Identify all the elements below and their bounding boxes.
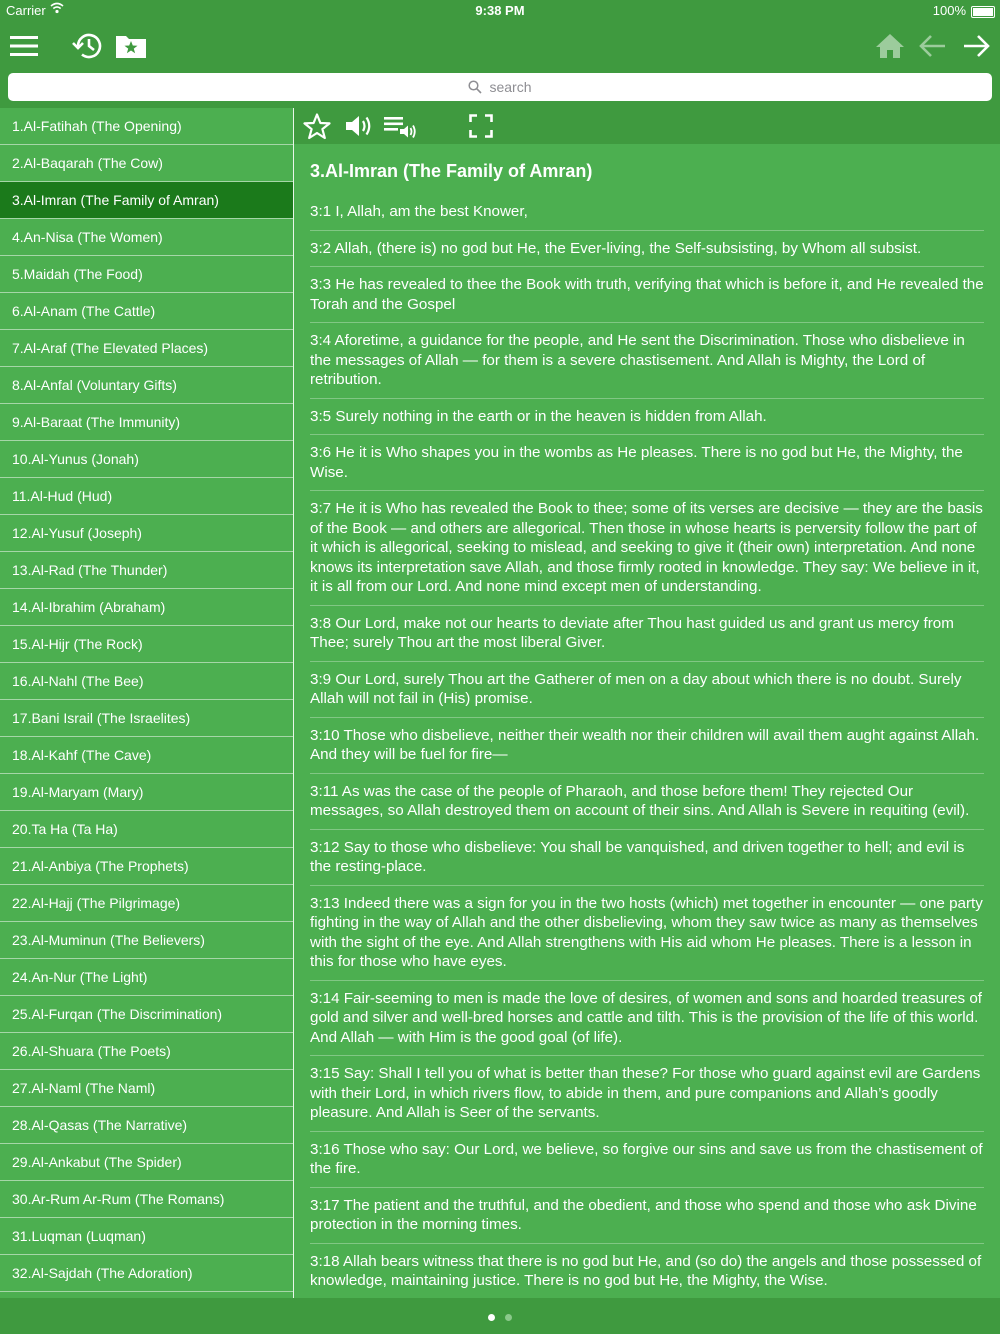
sidebar-item-label: 14.Al-Ibrahim (Abraham) bbox=[12, 599, 166, 615]
page-dot-active[interactable] bbox=[488, 1314, 495, 1321]
verse[interactable]: 3:16 Those who say: Our Lord, we believe, so forgive our sins and save us from the chastisement of the fire. bbox=[310, 1140, 984, 1188]
sidebar-item[interactable] bbox=[0, 885, 293, 922]
sidebar-item[interactable] bbox=[0, 330, 293, 367]
verse[interactable]: 3:15 Say: Shall I tell you of what is better than these? For those who guard against evil are Gardens with their Lord, in which rivers flow, to abide in them, and pure companions and Allah’s goodly pleasure. And Allah is Seer of the servants. bbox=[310, 1064, 984, 1132]
sidebar-item[interactable] bbox=[0, 1107, 293, 1144]
sidebar-item-label: 10.Al-Yunus (Jonah) bbox=[12, 451, 139, 467]
verse[interactable]: 3:17 The patient and the truthful, and the obedient, and those who spend and those who ask Divine protection in the morning times. bbox=[310, 1196, 984, 1244]
sidebar-item-label: 3.Al-Imran (The Family of Amran) bbox=[12, 192, 219, 208]
sidebar-item-label: 32.Al-Sajdah (The Adoration) bbox=[12, 1265, 193, 1281]
verse[interactable]: 3:9 Our Lord, surely Thou art the Gatherer of men on a day about which there is no doubt. Surely Allah will not fail in (His) promise. bbox=[310, 670, 984, 718]
sidebar-item[interactable] bbox=[0, 848, 293, 885]
sidebar-item[interactable] bbox=[0, 1218, 293, 1255]
battery-icon bbox=[971, 6, 995, 18]
sidebar-item-label: 1.Al-Fatihah (The Opening) bbox=[12, 118, 182, 134]
sidebar-item[interactable] bbox=[0, 404, 293, 441]
navigation-bar bbox=[0, 22, 1000, 70]
sidebar-item-label: 30.Ar-Rum Ar-Rum (The Romans) bbox=[12, 1191, 225, 1207]
sidebar-item[interactable] bbox=[0, 589, 293, 626]
verse[interactable]: 3:18 Allah bears witness that there is no god but He, and (so do) the angels and those possessed of knowledge, maintaining justice. There is no god but He, the Mighty, the Wise. bbox=[310, 1252, 984, 1299]
clock: 9:38 PM bbox=[475, 3, 525, 18]
sidebar-item[interactable] bbox=[0, 293, 293, 330]
sidebar-item-label: 27.Al-Naml (The Naml) bbox=[12, 1080, 156, 1096]
verse[interactable]: 3:11 As was the case of the people of Pharaoh, and those before them! They rejected Our messages, so Allah destroyed them on account of their sins. And Allah is Severe in requiting (evil). bbox=[310, 782, 984, 830]
battery-percent: 100% bbox=[932, 3, 966, 18]
sidebar-item-label: 16.Al-Nahl (The Bee) bbox=[12, 673, 144, 689]
sidebar-item[interactable] bbox=[0, 1255, 293, 1292]
sidebar-item[interactable] bbox=[0, 367, 293, 404]
sidebar-item-label: 8.Al-Anfal (Voluntary Gifts) bbox=[12, 377, 177, 393]
carrier-label: Carrier bbox=[6, 3, 46, 18]
sidebar-item[interactable] bbox=[0, 774, 293, 811]
status-bar bbox=[0, 0, 1000, 22]
verse[interactable]: 3:5 Surely nothing in the earth or in the heaven is hidden from Allah. bbox=[310, 407, 984, 436]
verse[interactable]: 3:3 He has revealed to thee the Book with truth, verifying that which is before it, and He revealed the Torah and the Gospel bbox=[310, 275, 984, 323]
sidebar-item-label: 9.Al-Baraat (The Immunity) bbox=[12, 414, 181, 430]
sidebar-item-label: 15.Al-Hijr (The Rock) bbox=[12, 636, 143, 652]
sidebar-item-label: 12.Al-Yusuf (Joseph) bbox=[12, 525, 142, 541]
verse[interactable]: 3:12 Say to those who disbelieve: You shall be vanquished, and driven together to hell; and evil is the resting-place. bbox=[310, 838, 984, 886]
sidebar-item[interactable] bbox=[0, 626, 293, 663]
sidebar-item-label: 22.Al-Hajj (The Pilgrimage) bbox=[12, 895, 181, 911]
sidebar-item-label: 25.Al-Furqan (The Discrimination) bbox=[12, 1006, 223, 1022]
verse[interactable]: 3:8 Our Lord, make not our hearts to deviate after Thou hast guided us and grant us mercy from Thee; surely Thou art the most liberal Giver. bbox=[310, 614, 984, 662]
sidebar-item[interactable] bbox=[0, 700, 293, 737]
arrow-right-icon[interactable] bbox=[957, 27, 995, 65]
sidebar-item[interactable] bbox=[0, 515, 293, 552]
verse[interactable]: 3:7 He it is Who has revealed the Book to thee; some of its verses are decisive — they are the basis of the Book — and others are allegorical. Then those in whose hearts is perversity follow the part of it which is allegorical, seeking to mislead, and seeking to give it (their own) interpretation. And none knows its interpretation save Allah, and those firmly rooted in knowledge. They say: We believe in it, it is all from our Lord. And none mind except men of understanding. bbox=[310, 499, 984, 606]
verse[interactable]: 3:14 Fair-seeming to men is made the love of desires, of women and sons and hoarded treasures of gold and silver and well-bred horses and cattle and tilth. This is the provision of the life of this world. And Allah — with Him is the good goal (of life). bbox=[310, 989, 984, 1057]
sidebar-item-label: 26.Al-Shuara (The Poets) bbox=[12, 1043, 171, 1059]
sidebar-item[interactable] bbox=[0, 922, 293, 959]
bottom-bar bbox=[0, 1298, 1000, 1334]
menu-icon[interactable] bbox=[5, 27, 43, 65]
sidebar-item-label: 24.An-Nur (The Light) bbox=[12, 969, 148, 985]
sidebar-item[interactable] bbox=[0, 996, 293, 1033]
sidebar-item[interactable] bbox=[0, 182, 293, 219]
sidebar-item-label: 20.Ta Ha (Ta Ha) bbox=[12, 821, 118, 837]
sidebar-item[interactable] bbox=[0, 478, 293, 515]
fullscreen-icon[interactable] bbox=[468, 111, 494, 141]
sidebar-item-label: 5.Maidah (The Food) bbox=[12, 266, 143, 282]
sidebar-item[interactable] bbox=[0, 108, 293, 145]
sidebar-item-label: 21.Al-Anbiya (The Prophets) bbox=[12, 858, 189, 874]
search-input[interactable] bbox=[8, 73, 992, 101]
search-icon bbox=[468, 80, 482, 94]
verse[interactable]: 3:10 Those who disbelieve, neither their wealth nor their children will avail them aught against Allah. And they will be fuel for fire— bbox=[310, 726, 984, 774]
sidebar-item[interactable] bbox=[0, 1181, 293, 1218]
verse[interactable]: 3:6 He it is Who shapes you in the wombs as He pleases. There is no god but He, the Mighty, the Wise. bbox=[310, 443, 984, 491]
sidebar-item-label: 17.Bani Israil (The Israelites) bbox=[12, 710, 191, 726]
verse-list bbox=[294, 202, 1000, 1298]
home-icon[interactable] bbox=[871, 27, 909, 65]
sidebar-item-label: 2.Al-Baqarah (The Cow) bbox=[12, 155, 163, 171]
history-icon[interactable] bbox=[69, 27, 107, 65]
verse[interactable]: 3:2 Allah, (there is) no god but He, the Ever-living, the Self-subsisting, by Whom all subsist. bbox=[310, 239, 984, 268]
sidebar-item[interactable] bbox=[0, 1033, 293, 1070]
sidebar-item-label: 19.Al-Maryam (Mary) bbox=[12, 784, 144, 800]
surah-title: 3.Al-Imran (The Family of Amran) bbox=[310, 161, 593, 181]
sidebar-item-label: 31.Luqman (Luqman) bbox=[12, 1228, 146, 1244]
arrow-left-icon[interactable] bbox=[914, 27, 952, 65]
reader-toolbar bbox=[294, 108, 1000, 144]
sidebar-item[interactable] bbox=[0, 256, 293, 293]
search-bar-container bbox=[0, 70, 1000, 108]
bookmark-folder-icon[interactable] bbox=[112, 27, 150, 65]
verse[interactable]: 3:13 Indeed there was a sign for you in the two hosts (which) met together in encounter — one party fighting in the way of Allah and the other disbelieving, whom they saw twice as many as themselves with the sight of the eye. And Allah strengthens with His aid whom He pleases. There is a lesson in this for those who have eyes. bbox=[310, 894, 984, 981]
verse[interactable]: 3:4 Aforetime, a guidance for the people, and He sent the Discrimination. Those who disbelieve in the messages of Allah — for them is a severe chastisement. And Allah is Mighty, the Lord of retribution. bbox=[310, 331, 984, 399]
sidebar-item-label: 28.Al-Qasas (The Narrative) bbox=[12, 1117, 188, 1133]
sidebar-item[interactable] bbox=[0, 959, 293, 996]
sidebar-item[interactable] bbox=[0, 663, 293, 700]
star-icon[interactable] bbox=[302, 111, 332, 141]
sidebar-item[interactable] bbox=[0, 737, 293, 774]
sidebar-item[interactable] bbox=[0, 811, 293, 848]
speaker-icon[interactable] bbox=[343, 111, 375, 141]
sidebar-item[interactable] bbox=[0, 441, 293, 478]
sidebar-item-label: 11.Al-Hud (Hud) bbox=[12, 488, 113, 504]
reader-panel bbox=[294, 108, 1000, 1298]
page-dot[interactable] bbox=[505, 1314, 512, 1321]
playlist-audio-icon[interactable] bbox=[383, 111, 417, 141]
sidebar-item-label: 13.Al-Rad (The Thunder) bbox=[12, 562, 168, 578]
sidebar-item[interactable] bbox=[0, 1070, 293, 1107]
sidebar-item[interactable] bbox=[0, 219, 293, 256]
sidebar-item-label: 18.Al-Kahf (The Cave) bbox=[12, 747, 152, 763]
sidebar-item[interactable] bbox=[0, 552, 293, 589]
sidebar-item-label: 29.Al-Ankabut (The Spider) bbox=[12, 1154, 182, 1170]
sidebar-item-label: 23.Al-Muminun (The Believers) bbox=[12, 932, 205, 948]
surah-list[interactable] bbox=[0, 108, 294, 1298]
sidebar-item[interactable] bbox=[0, 1144, 293, 1181]
search-placeholder: search bbox=[489, 79, 532, 95]
sidebar-item-label: 6.Al-Anam (The Cattle) bbox=[12, 303, 156, 319]
sidebar-item-label: 7.Al-Araf (The Elevated Places) bbox=[12, 340, 209, 356]
sidebar-item[interactable] bbox=[0, 145, 293, 182]
verse[interactable]: 3:1 I, Allah, am the best Knower, bbox=[310, 202, 984, 231]
sidebar-item-label: 4.An-Nisa (The Women) bbox=[12, 229, 163, 245]
